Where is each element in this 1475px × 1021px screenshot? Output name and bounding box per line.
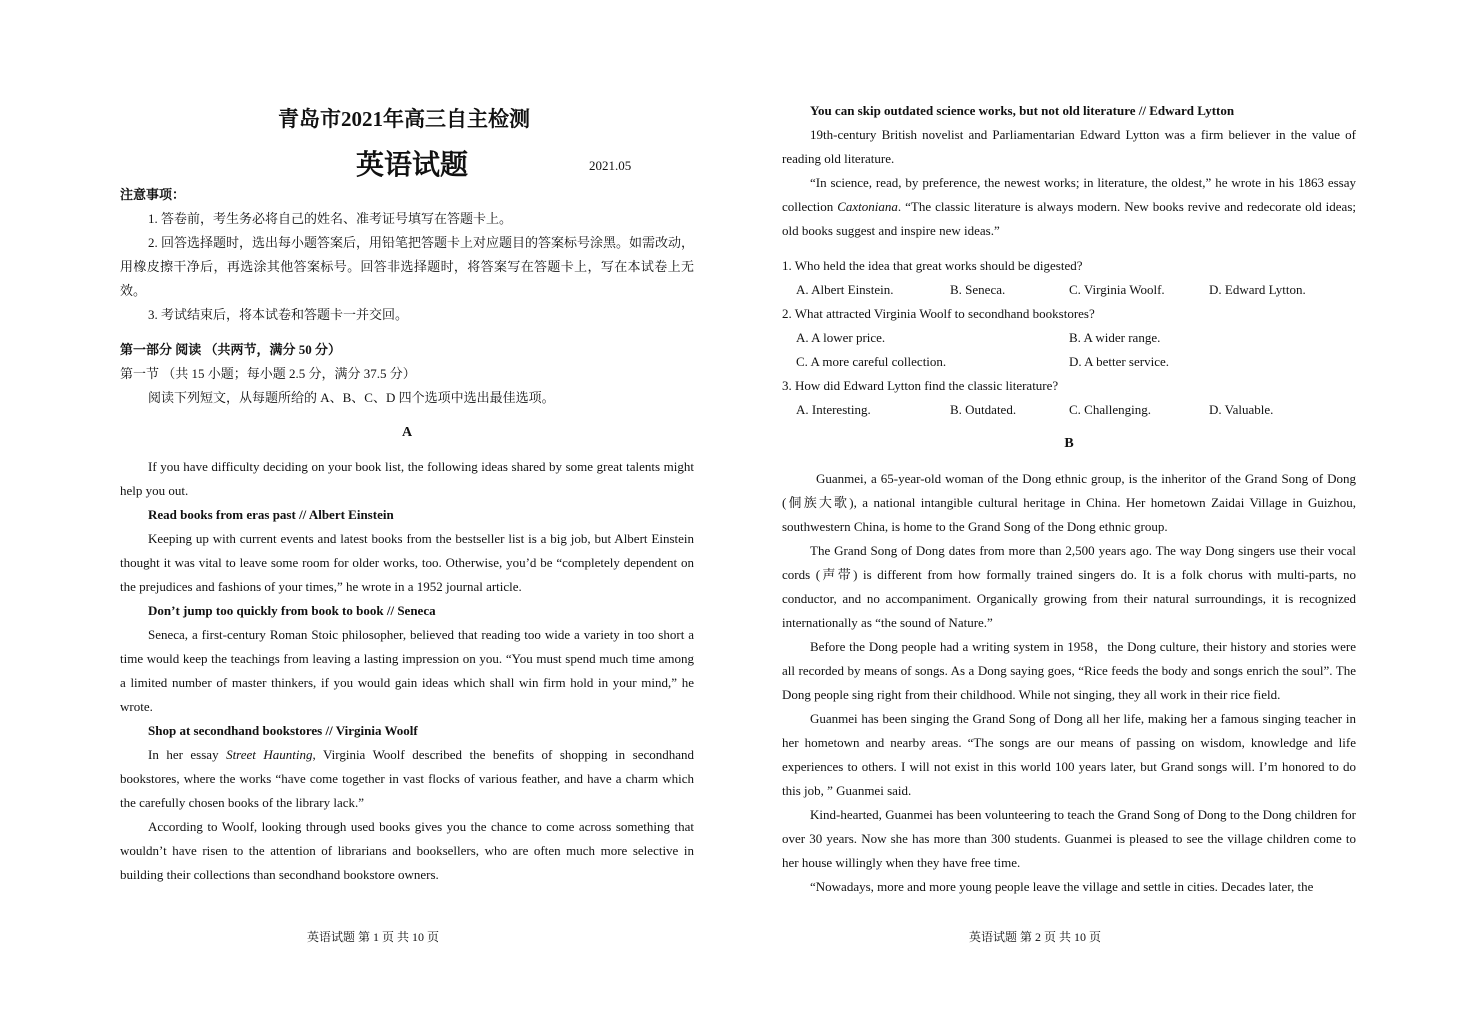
p6-title: Caxtoniana [837,199,898,214]
q1-option-d: D. Edward Lytton. [1209,282,1306,297]
passage-a-paragraph-4: According to Woolf, looking through used books gives you the chance to come across something that wouldn’t have risen to the attention of librarians and booksellers, who are often much more selective in building their collections than secondhand bookstore owners. [120,819,694,882]
passage-b-paragraph-2: The Grand Song of Dong dates from more than 2,500 years ago. The way Dong singers use their vocal cords (声带) is different from how formally trained singers do. It is a folk chorus with multi-parts, no conductor, and no accompaniment. Organically growing from their natural surroundings, it is recognized internationally as “the sound of Nature.” [782,543,1356,630]
p6-post: . “The classic literature is always modern. New books revive and redecorate old ideas; old books suggest and inspire new ideas.” [782,199,1356,238]
passage-b-paragraph-4: Guanmei has been singing the Grand Song of Dong all her life, making her a famous singing teacher in her hometown and nearby areas. “The songs are our means of passing on wisdom, knowledge and life experiences to others. I will not exist in this world 100 years later, but Grand songs will. I’m honored to do this job, ” Guanmei said. [782,711,1356,798]
notice-item-1: 1. 答卷前，考生务必将自己的姓名、准考证号填写在答题卡上。 [148,211,513,226]
passage-a-heading-1: Read books from eras past // Albert Einstein [148,507,394,522]
q2-option-d: D. A better service. [1069,354,1169,369]
part1-instruction: 阅读下列短文，从每题所给的 A、B、C、D 四个选项中选出最佳选项。 [148,390,555,405]
footer-page-1: 英语试题 第 1 页 共 10 页 [307,930,440,944]
passage-a-heading-2: Don’t jump too quickly from book to book // Seneca [148,603,436,618]
passage-b-paragraph-6: “Nowadays, more and more young people leave the village and settle in cities. Decades later, the [810,879,1314,894]
q2-option-a: A. A lower price. [796,330,886,345]
notice-item-3: 3. 考试结束后，将本试卷和答题卡一并交回。 [148,307,409,322]
question-1: 1. Who held the idea that great works should be digested? [782,258,1083,273]
passage-b-label: B [1064,436,1074,451]
passage-b-paragraph-1: Guanmei, a 65-year-old woman of the Dong ethnic group, is the inheritor of the Grand Song of Dong (侗族大歌), a national intangible cultural heritage in China. Her hometown Zaidai Village in Guizhou, southwestern China, is home to the Grand Song of the Dong ethnic group. [782,471,1356,534]
passage-b-paragraph-5: Kind-hearted, Guanmei has been volunteering to teach the Grand Song of Dong to the Dong children for over 30 years. Now she has more than 300 students. Guanmei is pleased to see the village children come to her house willingly when they have free time. [782,807,1356,870]
q2-option-b: B. A wider range. [1069,330,1161,345]
exam-date: 2021.05 [589,158,632,173]
passage-a-heading-3: Shop at secondhand bookstores // Virginia Woolf [148,723,418,738]
subject-title: 英语试题 [356,150,469,181]
question-2-options-row-2 [782,350,1356,374]
passage-b-paragraph-3: Before the Dong people had a writing system in 1958，the Dong culture, their history and stories were all recorded by means of songs. As a Dong saying goes, “Rice feeds the body and songs enrich the soul”. The Dong people sing right from their childhood. While not singing, they all work in their rice field. [782,639,1356,702]
q3-option-d: D. Valuable. [1209,402,1274,417]
q3-option-a: A. Interesting. [796,402,871,417]
q3-option-b: B. Outdated. [950,402,1017,417]
passage-a-paragraph-3 [120,743,694,815]
exam-title: 青岛市2021年高三自主检测 [278,107,530,131]
q1-option-c: C. Virginia Woolf. [1069,282,1165,297]
p6-pre: “In science, read, by preference, the newest works; in literature, the oldest,” he wrote in his 1863 essay collection [782,175,1356,214]
part1-heading: 第一部分 阅读 （共两节，满分 50 分） [120,342,342,357]
question-2: 2. What attracted Virginia Woolf to secondhand bookstores? [782,306,1095,321]
p3-post: , Virginia Woolf described the benefits of shopping in secondhand bookstores, where the works “have come together in vast flocks of various feather, and have a charm which the carefully chosen books of the library lack.” [120,747,695,810]
passage-a-heading-4: You can skip outdated science works, but not old literature // Edward Lytton [810,103,1235,118]
q1-option-a: A. Albert Einstein. [796,282,894,297]
q2-option-c: C. A more careful collection. [796,354,947,369]
p3-title: Street Haunting [226,747,313,762]
question-3: 3. How did Edward Lytton find the classic literature? [782,378,1059,393]
footer-page-2: 英语试题 第 2 页 共 10 页 [969,930,1102,944]
question-1-options [782,278,1356,302]
question-2-options-row-1 [782,326,1356,350]
q1-option-b: B. Seneca. [950,282,1006,297]
section1-heading: 第一节 （共 15 小题；每小题 2.5 分，满分 37.5 分） [120,366,416,381]
passage-a-label: A [401,425,413,440]
passage-a-paragraph-5: 19th-century British novelist and Parliamentarian Edward Lytton was a firm believer in the value of reading old literature. [782,127,1356,166]
questions [782,254,1356,422]
p3-pre: In her essay [148,747,227,762]
q3-option-c: C. Challenging. [1069,402,1151,417]
passage-a-paragraph-1: Keeping up with current events and latest books from the bestseller list is a big job, but Albert Einstein thought it was vital to leave some room for older works, too. Otherwise, you’d be “completely dependent on the prejudices and fashions of your times,” he wrote in a 1952 journal article. [120,531,694,594]
notice-heading: 注意事项： [120,187,186,202]
passage-a-intro: If you have difficulty deciding on your book list, the following ideas shared by some great talents might help you out. [120,459,694,498]
passage-a-paragraph-2: Seneca, a first-century Roman Stoic philosopher, believed that reading too wide a variety in too short a time would keep the teachings from leaving a lasting impression on you. “You must spend much time among a limited number of master thinkers, if you would gain ideas which shall win firm hold in your mind,” he wrote. [120,627,694,714]
notice-item-2: 2. 回答选择题时，选出每小题答案后，用铅笔把答题卡上对应题目的答案标号涂黑。如需改动，用橡皮擦干净后，再选涂其他答案标号。回答非选择题时，将答案写在答题卡上，写在本试卷上无效。 [120,235,695,298]
question-3-options [782,398,1356,422]
passage-a-paragraph-6 [782,171,1356,243]
